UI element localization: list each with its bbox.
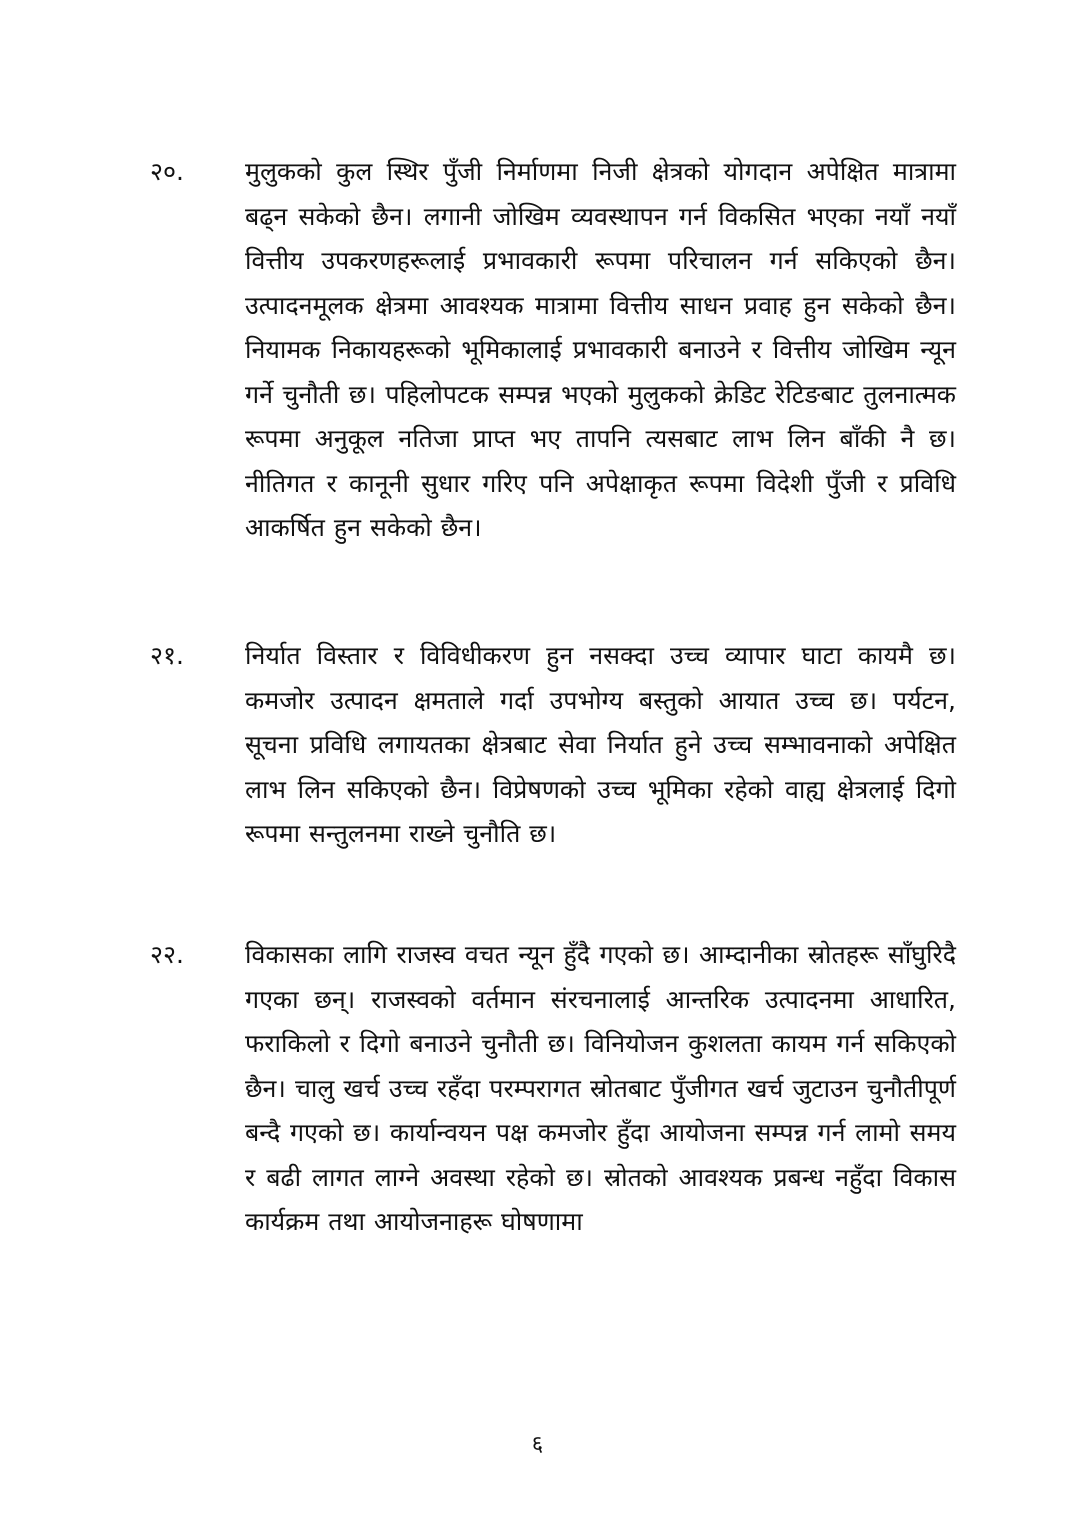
paragraph-number: २१.: [150, 641, 184, 670]
paragraph-text: निर्यात विस्तार र विविधीकरण हुन नसक्दा उच्च व्यापार घाटा कायमै छ। कमजोर उत्पादन क्षमताले गर्दा उपभोग्य बस्तुको आयात उच्च छ। पर्यटन, सूचना प्रविधि लगायतका क्षेत्रबाट सेवा निर्यात हुने उच्च सम्भावनाको अपेक्षित लाभ लिन सकिएको छैन। विप्रेषणको उच्च भूमिका रहेको वाह्य क्षेत्रलाई दिगो रूपमा सन्तुलनमा राख्ने चुनौति छ।: [245, 641, 956, 848]
paragraph-text: विकासका लागि राजस्व वचत न्यून हुँदै गएको छ। आम्दानीका स्रोतहरू साँघुरिदै गएका छन्। राजस्वको वर्तमान संरचनालाई आन्तरिक उत्पादनमा आधारित, फराकिलो र दिगो बनाउने चुनौती छ। विनियोजन कुशलता कायम गर्न सकिएको छैन। चालु खर्च उच्च रहँदा परम्परागत स्रोतबाट पुँजीगत खर्च जुटाउन चुनौतीपूर्ण बन्दै गएको छ। कार्यान्वयन पक्ष कमजोर हुँदा आयोजना सम्पन्न गर्न लामो समय र बढी लागत लाग्ने अवस्था रहेको छ। स्रोतको आवश्यक प्रबन्ध नहुँदा विकास कार्यक्रम तथा आयोजनाहरू घोषणामा: [245, 940, 956, 1236]
paragraph-text: मुलुकको कुल स्थिर पुँजी निर्माणमा निजी क्षेत्रको योगदान अपेक्षित मात्रामा बढ्न सकेको छैन। लगानी जोखिम व्यवस्थापन गर्न विकसित भएका नयाँ नयाँ वित्तीय उपकरणहरूलाई प्रभावकारी रूपमा परिचालन गर्न सकिएको छैन। उत्पादनमूलक क्षेत्रमा आवश्यक मात्रामा वित्तीय साधन प्रवाह हुन सकेको छैन। नियामक निकायहरूको भूमिकालाई प्रभावकारी बनाउने र वित्तीय जोखिम न्यून गर्ने चुनौती छ। पहिलोपटक सम्पन्न भएको मुलुकको क्रेडिट रेटिङबाट तुलनात्मक रूपमा अनुकूल नतिजा प्राप्त भए तापनि त्यसबाट लाभ लिन बाँकी नै छ। नीतिगत र कानूनी सुधार गरिए पनि अपेक्षाकृत रूपमा विदेशी पुँजी र प्रविधि आकर्षित हुन सकेको छैन।: [245, 157, 956, 542]
page-number: ६: [531, 1432, 544, 1457]
paragraph-number: २०.: [150, 157, 184, 186]
paragraph-number: २२.: [150, 940, 184, 969]
